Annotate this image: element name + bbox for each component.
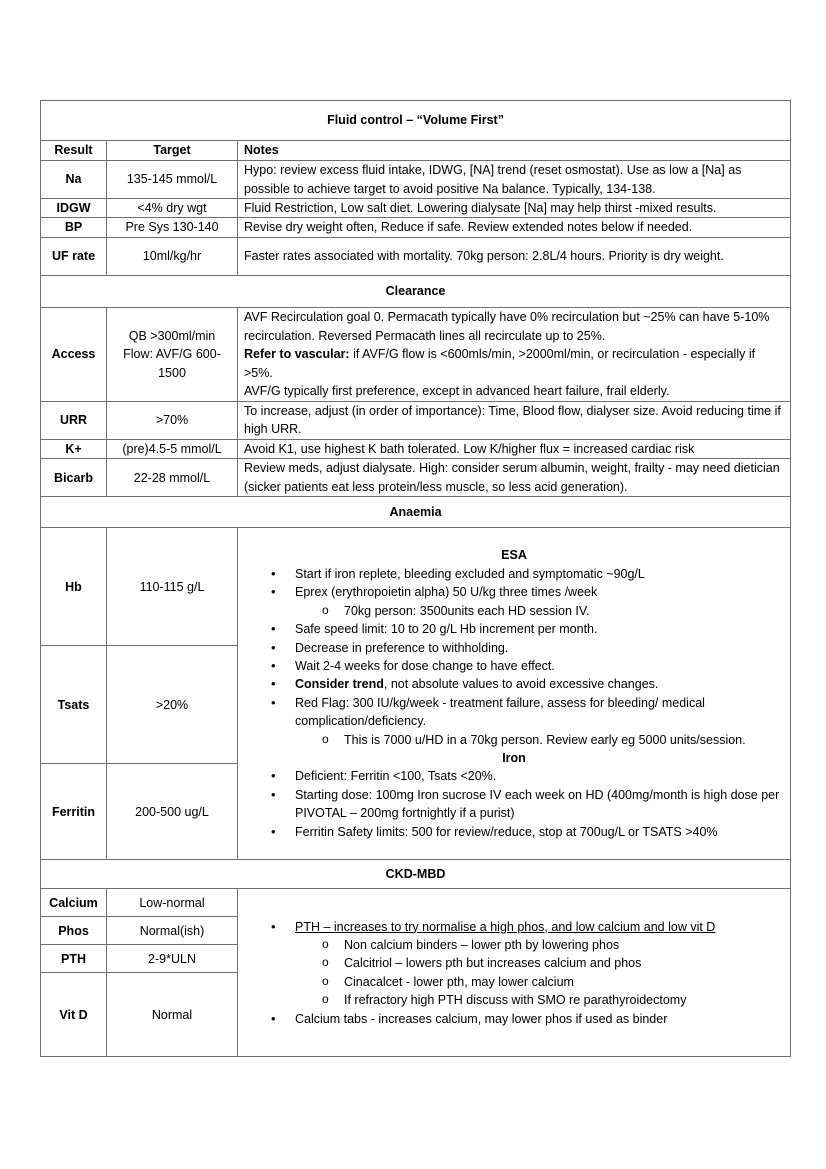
pth-heading: PTH – increases to try normalise a high phos, and low calcium and low vit D bbox=[295, 919, 716, 934]
list-item bbox=[244, 918, 784, 1010]
target-cell: 110-115 g/L bbox=[107, 528, 238, 646]
access-note-refer bbox=[244, 345, 784, 382]
target-cell: >70% bbox=[107, 401, 238, 439]
target-cell: 10ml/kg/hr bbox=[107, 237, 238, 275]
notes-cell: Review meds, adjust dialysate. High: consider serum albumin, weight, frailty - may need dietician (sicker patients eat less protein/less muscle, so less acid generation). bbox=[238, 459, 791, 497]
section-header-row bbox=[41, 275, 791, 307]
section-header-row bbox=[41, 101, 791, 141]
notes-cell: To increase, adjust (in order of importance): Time, Blood flow, dialyser size. Avoid reducing time if high URR. bbox=[238, 401, 791, 439]
table-row bbox=[41, 528, 791, 646]
section-header-row bbox=[41, 497, 791, 528]
table-row bbox=[41, 237, 791, 275]
notes-cell: Revise dry weight often, Reduce if safe. Review extended notes below if needed. bbox=[238, 218, 791, 237]
sub-list bbox=[244, 602, 784, 620]
result-cell: Phos bbox=[41, 917, 107, 945]
notes-cell bbox=[238, 307, 791, 401]
target-cell: 135-145 mmol/L bbox=[107, 161, 238, 199]
ckd-notes-cell bbox=[238, 889, 791, 1057]
table-row bbox=[41, 459, 791, 497]
result-cell: Hb bbox=[41, 528, 107, 646]
result-cell: Bicarb bbox=[41, 459, 107, 497]
target-cell: 200-500 ug/L bbox=[107, 764, 238, 860]
target-cell: QB >300ml/min Flow: AVF/G 600-1500 bbox=[107, 307, 238, 401]
target-cell: Low-normal bbox=[107, 889, 238, 917]
table-row bbox=[41, 307, 791, 401]
list-item bbox=[244, 583, 784, 620]
table-row bbox=[41, 199, 791, 218]
result-cell: IDGW bbox=[41, 199, 107, 218]
result-cell: K+ bbox=[41, 439, 107, 458]
section-title-clearance: Clearance bbox=[41, 275, 791, 307]
result-cell: Vit D bbox=[41, 973, 107, 1057]
list-item bbox=[244, 694, 784, 749]
result-cell: Na bbox=[41, 161, 107, 199]
result-cell: URR bbox=[41, 401, 107, 439]
result-cell: PTH bbox=[41, 945, 107, 973]
list-item: • Calcium tabs - increases calcium, may lower phos if used as binder bbox=[244, 1010, 784, 1028]
target-cell: 2-9*ULN bbox=[107, 945, 238, 973]
list-item bbox=[244, 675, 784, 693]
header-result: Result bbox=[41, 141, 107, 161]
list-item: • Deficient: Ferritin <100, Tsats <20%. bbox=[244, 767, 784, 785]
list-item-text: Eprex (erythropoietin alpha) 50 U/kg three times /week bbox=[295, 585, 598, 600]
header-target: Target bbox=[107, 141, 238, 161]
table-row bbox=[41, 218, 791, 237]
target-cell: 22-28 mmol/L bbox=[107, 459, 238, 497]
dialysis-targets-table bbox=[40, 100, 791, 1057]
ckd-list bbox=[244, 918, 784, 1028]
target-cell: Normal(ish) bbox=[107, 917, 238, 945]
list-item: • Wait 2-4 weeks for dose change to have effect. bbox=[244, 657, 784, 675]
list-item: • Decrease in preference to withholding. bbox=[244, 639, 784, 657]
table-row bbox=[41, 439, 791, 458]
consider-trend-label: Consider trend bbox=[295, 677, 384, 692]
result-cell: Access bbox=[41, 307, 107, 401]
section-title-ckd: CKD-MBD bbox=[41, 860, 791, 889]
target-cell: (pre)4.5-5 mmol/L bbox=[107, 439, 238, 458]
target-cell: >20% bbox=[107, 646, 238, 764]
result-cell: UF rate bbox=[41, 237, 107, 275]
anaemia-notes-cell bbox=[238, 528, 791, 860]
notes-cell: Faster rates associated with mortality. 70kg person: 2.8L/4 hours. Priority is dry weight. bbox=[238, 237, 791, 275]
result-cell: Tsats bbox=[41, 646, 107, 764]
sub-list bbox=[244, 936, 784, 1010]
target-cell: Pre Sys 130-140 bbox=[107, 218, 238, 237]
sub-list-item: o 70kg person: 3500units each HD session IV. bbox=[244, 602, 784, 620]
column-header-row bbox=[41, 141, 791, 161]
section-title-anaemia: Anaemia bbox=[41, 497, 791, 528]
list-item-text: , not absolute values to avoid excessive changes. bbox=[383, 677, 659, 692]
esa-heading: ESA bbox=[501, 548, 527, 563]
list-item: • Starting dose: 100mg Iron sucrose IV each week on HD (400mg/month is high dose per PIVOTAL – 200mg fortnightly if a purist) bbox=[244, 786, 784, 823]
list-item-text: Red Flag: 300 IU/kg/week - treatment failure, assess for bleeding/ medical complication/deficiency. bbox=[295, 695, 705, 729]
target-cell: Normal bbox=[107, 973, 238, 1057]
table-row bbox=[41, 889, 791, 917]
notes-cell: Fluid Restriction, Low salt diet. Lowering dialysate [Na] may help thirst -mixed results. bbox=[238, 199, 791, 218]
sub-list bbox=[244, 731, 784, 749]
result-cell: Calcium bbox=[41, 889, 107, 917]
refer-text: if AVF/G flow is <600mls/min, >2000ml/min, or recirculation - especially if >5%. bbox=[244, 347, 756, 380]
iron-list bbox=[244, 767, 784, 841]
result-cell: BP bbox=[41, 218, 107, 237]
list-item: • Ferritin Safety limits: 500 for review/reduce, stop at 700ug/L or TSATS >40% bbox=[244, 823, 784, 841]
table-row bbox=[41, 401, 791, 439]
access-note-preference: AVF/G typically first preference, except in advanced heart failure, frail elderly. bbox=[244, 383, 670, 398]
sub-list-item: o This is 7000 u/HD in a 70kg person. Review early eg 5000 units/session. bbox=[244, 731, 784, 749]
esa-list bbox=[244, 565, 784, 749]
sub-list-item: o Calcitriol – lowers pth but increases calcium and phos bbox=[244, 954, 784, 972]
list-item: • Start if iron replete, bleeding excluded and symptomatic ~90g/L bbox=[244, 565, 784, 583]
notes-cell: Hypo: review excess fluid intake, IDWG, [NA] trend (reset osmostat). Use as low a [Na] as possible to achieve target to avoid positive Na balance. Typically, 134-138. bbox=[238, 161, 791, 199]
iron-heading: Iron bbox=[502, 750, 526, 765]
list-item: • Safe speed limit: 10 to 20 g/L Hb increment per month. bbox=[244, 620, 784, 638]
access-note-recirculation: AVF Recirculation goal 0. Permacath typically have 0% recirculation but ~25% can have 5-10% recirculation. Reversed Permacath lines all recirculate up to 25%. bbox=[244, 310, 770, 343]
notes-cell: Avoid K1, use highest K bath tolerated. Low K/higher flux = increased cardiac risk bbox=[238, 439, 791, 458]
table-row bbox=[41, 161, 791, 199]
sub-list-item: o Non calcium binders – lower pth by lowering phos bbox=[244, 936, 784, 954]
result-cell: Ferritin bbox=[41, 764, 107, 860]
header-notes: Notes bbox=[238, 141, 791, 161]
target-cell: <4% dry wgt bbox=[107, 199, 238, 218]
refer-label: Refer to vascular: bbox=[244, 347, 350, 362]
section-header-row bbox=[41, 860, 791, 889]
section-title-fluid: Fluid control – “Volume First” bbox=[41, 101, 791, 141]
sub-list-item: o Cinacalcet - lower pth, may lower calcium bbox=[244, 973, 784, 991]
sub-list-item: o If refractory high PTH discuss with SMO re parathyroidectomy bbox=[244, 991, 784, 1009]
